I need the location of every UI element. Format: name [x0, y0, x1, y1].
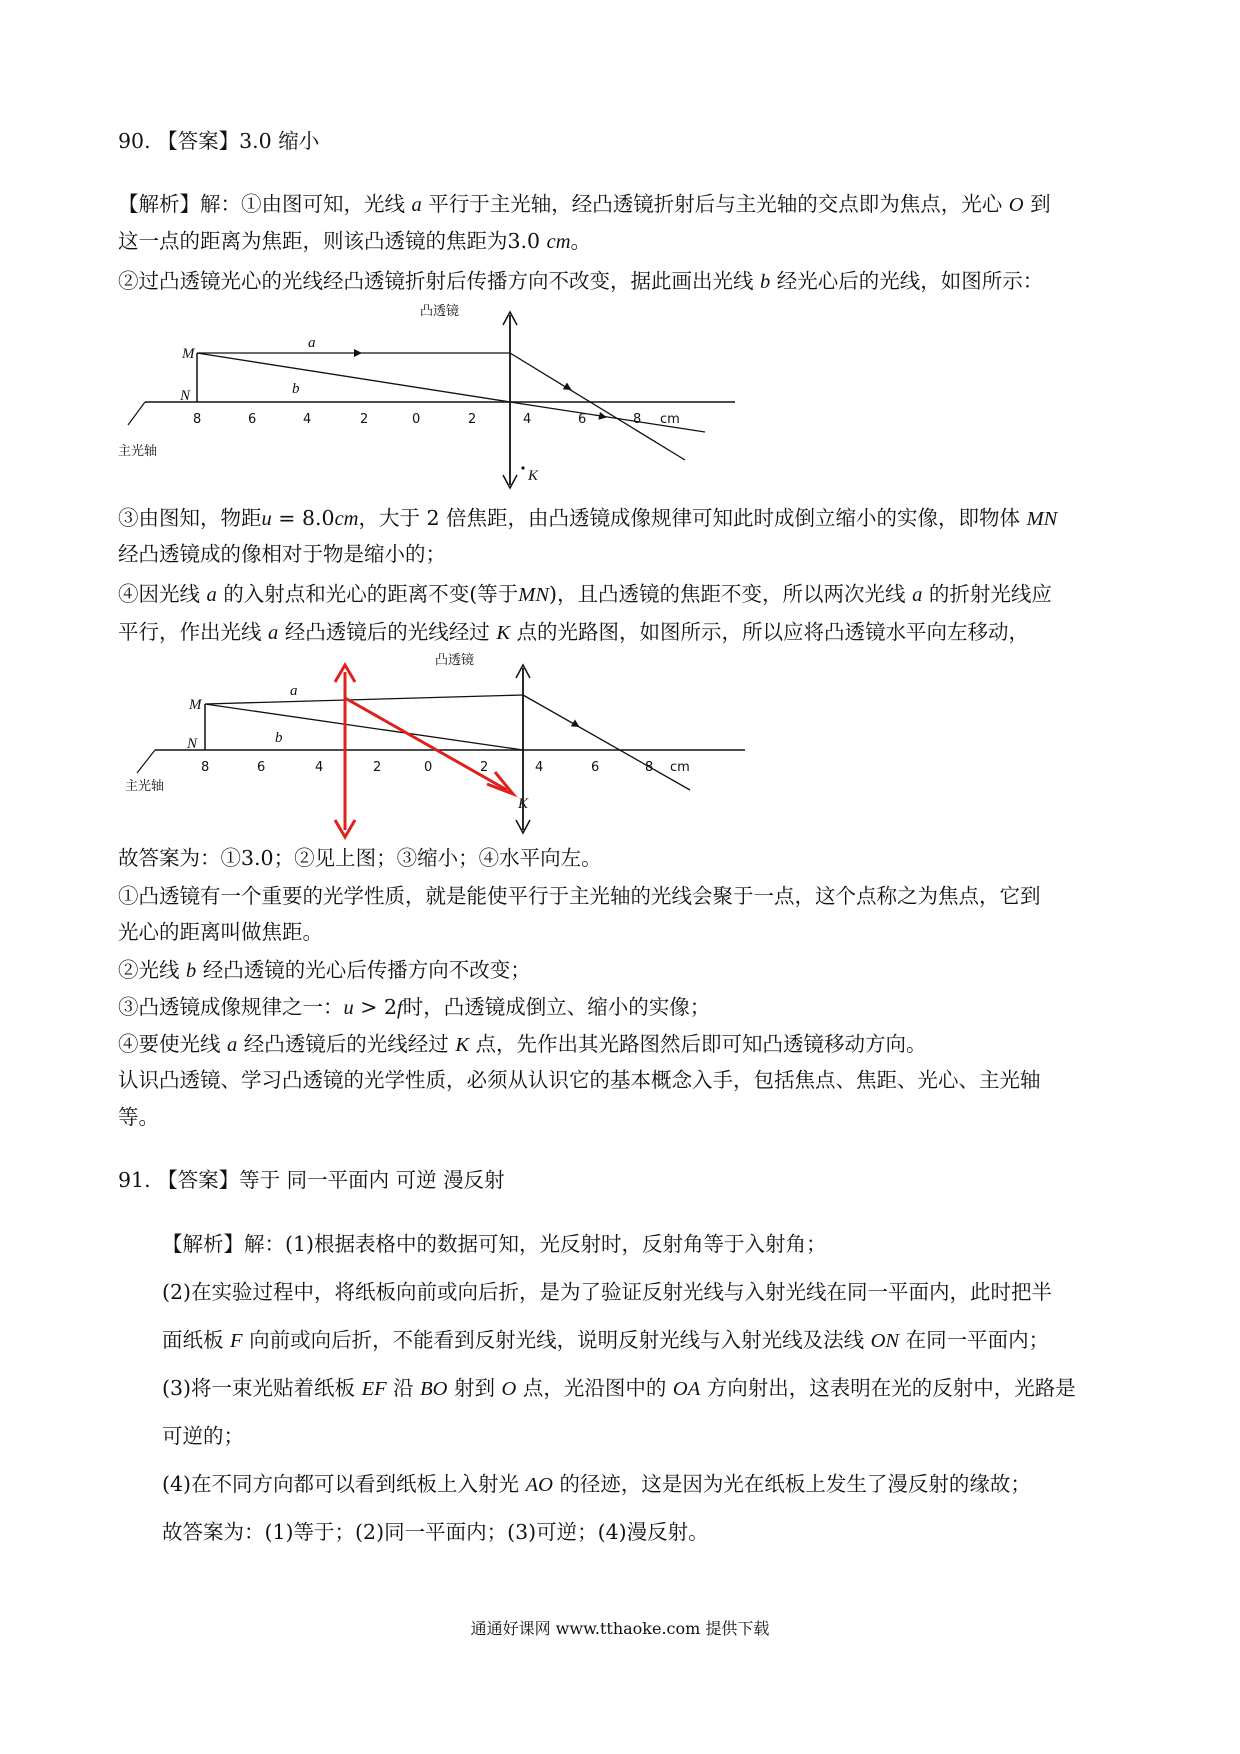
ray-a-incident — [205, 695, 523, 704]
text-segment: 在同一平面内； — [899, 1328, 1050, 1352]
tick-label: 2 — [360, 412, 369, 427]
tick-label: 8 — [633, 412, 642, 427]
tick-label: 6 — [248, 412, 257, 427]
axis-pointer — [137, 750, 155, 773]
var-ON: ON — [870, 1330, 900, 1352]
tick-label: 8 — [201, 760, 210, 775]
text-segment: 面纸板 — [162, 1328, 231, 1352]
tick-label: 0 — [424, 760, 433, 775]
text-segment: > 2 — [353, 995, 398, 1019]
var-O: O — [1008, 194, 1024, 216]
var-f: f — [397, 997, 403, 1019]
q90-analysis-line3 — [118, 267, 1043, 296]
text-segment: ④要使光线 — [118, 1032, 228, 1056]
axis-ticks — [193, 412, 680, 427]
q90-step4-line2 — [118, 618, 1029, 647]
var-BO: BO — [420, 1378, 448, 1400]
text-segment: 点，光沿图中的 — [516, 1376, 673, 1400]
red-ray-arrow — [487, 772, 513, 794]
text-segment: ②过凸透镜光心的光线经凸透镜折射后传播方向不改变，据此画出光线 — [118, 269, 761, 293]
var-u: u — [261, 508, 272, 530]
tick-label: 6 — [257, 760, 266, 775]
var-OA: OA — [672, 1378, 701, 1400]
text-segment: 平行于主光轴，经凸透镜折射后与主光轴的交点即为焦点，光心 — [421, 192, 1009, 216]
label-a: a — [308, 335, 316, 351]
q91-analysis-6 — [162, 1470, 1031, 1499]
axis-pointer — [128, 402, 145, 425]
text-segment: 【解析】解：①由图可知，光线 — [118, 192, 412, 216]
q91-analysis-3 — [162, 1326, 1049, 1355]
lens-label: 凸透镜 — [435, 653, 475, 668]
text-segment: = 8.0 — [271, 506, 335, 530]
var-u: u — [343, 997, 354, 1019]
label-N: N — [180, 388, 191, 404]
ray-b-incident — [197, 353, 510, 402]
label-b: b — [275, 730, 283, 746]
tick-label: 2 — [468, 412, 477, 427]
var-a: a — [268, 622, 279, 644]
text-segment: 方向射出，这表明在光的反射中，光路是 — [700, 1376, 1076, 1400]
var-F: F — [230, 1330, 243, 1352]
ray-b-incident — [205, 704, 523, 750]
q90-answer-line: 90. 【答案】3.0 缩小 — [118, 129, 320, 153]
text-segment: ②光线 — [118, 958, 187, 982]
tick-label: 4 — [535, 760, 544, 775]
page-footer: 通通好课网 www.tthaoke.com 提供下载 — [470, 1619, 770, 1638]
q90-note3 — [118, 993, 710, 1022]
text-segment: 。 — [570, 229, 592, 253]
text-segment: 的入射点和光心的距离不变(等于 — [216, 582, 519, 606]
tick-label: 4 — [303, 412, 312, 427]
tick-label: 8 — [193, 412, 202, 427]
q91-analysis-5: 可逆的； — [162, 1424, 244, 1448]
q90-answer-summary: 故答案为：①3.0；②见上图；③缩小；④水平向左。 — [118, 846, 602, 870]
q91-analysis-2: (2)在实验过程中，将纸板向前或向后折，是为了验证反射光线与入射光线在同一平面内，此时把半 — [162, 1280, 1053, 1304]
var-a: a — [411, 194, 422, 216]
q90-step3-line1 — [118, 504, 1057, 533]
text-segment: 这一点的距离为焦距，则该凸透镜的焦距为3.0 — [118, 229, 547, 253]
text-segment: 经凸透镜的光心后传播方向不改变； — [196, 958, 531, 982]
text-segment: 时，凸透镜成倒立、缩小的实像； — [402, 995, 711, 1019]
var-O: O — [501, 1378, 517, 1400]
var-a: a — [206, 584, 217, 606]
q90-note1b: 光心的距离叫做焦距。 — [118, 920, 323, 944]
ray-a-refracted — [523, 695, 690, 790]
q90-note4 — [118, 1030, 927, 1059]
var-a: a — [227, 1034, 238, 1056]
var-EF: EF — [361, 1378, 387, 1400]
q90-note1a: ①凸透镜有一个重要的光学性质，就是能使平行于主光轴的光线会聚于一点，这个点称之为焦点，它到 — [118, 884, 1041, 908]
tick-label: 4 — [315, 760, 324, 775]
text-segment: ，大于 2 倍焦距，由凸透镜成像规律可知此时成倒立缩小的实像，即物体 — [358, 506, 1027, 530]
var-K: K — [455, 1034, 470, 1056]
text-segment: 到 — [1023, 192, 1051, 216]
var-AO: AO — [525, 1474, 553, 1496]
text-segment: (4)在不同方向都可以看到纸板上入射光 — [162, 1472, 526, 1496]
q91-analysis-4 — [162, 1374, 1076, 1403]
tick-label: 2 — [480, 760, 489, 775]
var-K: K — [496, 622, 511, 644]
text-segment: 点，先作出其光路图然后即可知凸透镜移动方向。 — [469, 1032, 927, 1056]
tick-label: 8 — [645, 760, 654, 775]
text-segment: 经凸透镜后的光线经过 — [278, 620, 497, 644]
q91-analysis-1: 【解析】解：(1)根据表格中的数据可知，光反射时，反射角等于入射角； — [162, 1232, 827, 1256]
label-M: M — [182, 346, 195, 362]
q90-note5b: 等。 — [118, 1105, 159, 1129]
text-segment: 的径迹，这是因为光在纸板上发生了漫反射的缘故； — [552, 1472, 1031, 1496]
var-MN: MN — [1026, 508, 1058, 530]
label-K: K — [518, 796, 529, 812]
q91-answer-line: 91. 【答案】等于 同一平面内 可逆 漫反射 — [118, 1168, 505, 1192]
text-segment: (3)将一束光贴着纸板 — [162, 1376, 362, 1400]
q90-analysis-line2 — [118, 227, 591, 256]
text-segment: )，且凸透镜的焦距不变，所以两次光线 — [549, 582, 913, 606]
var-b: b — [760, 271, 771, 293]
text-segment: 的折射光线应 — [922, 582, 1052, 606]
var-MN: MN — [518, 584, 550, 606]
q90-note5a: 认识凸透镜、学习凸透镜的光学性质，必须从认识它的基本概念入手，包括焦点、焦距、光心、主光轴 — [118, 1068, 1041, 1092]
q90-analysis-line1 — [118, 190, 1051, 219]
q90-step4-line1 — [118, 580, 1052, 609]
unit-cm: cm — [546, 231, 571, 253]
label-a: a — [290, 683, 298, 699]
axis-label: 主光轴 — [125, 779, 165, 794]
point-K — [521, 466, 524, 469]
q90-step3-line2: 经凸透镜成的像相对于物是缩小的； — [118, 542, 446, 566]
axis-label: 主光轴 — [118, 444, 158, 459]
label-M: M — [189, 697, 202, 713]
tick-label: 6 — [578, 412, 587, 427]
unit-label: cm — [670, 760, 690, 775]
text-segment: 经凸透镜后的光线经过 — [237, 1032, 456, 1056]
q91-answer-summary: 故答案为：(1)等于；(2)同一平面内；(3)可逆；(4)漫反射。 — [162, 1520, 709, 1544]
text-segment: 沿 — [386, 1376, 421, 1400]
text-segment: 向前或向后折，不能看到反射光线，说明反射光线与入射光线及法线 — [242, 1328, 871, 1352]
var-b: b — [186, 960, 197, 982]
tick-label: 6 — [591, 760, 600, 775]
q90-note2 — [118, 956, 531, 985]
text-segment: ③凸透镜成像规律之一： — [118, 995, 344, 1019]
axis-ticks — [201, 760, 690, 775]
text-segment: 点的光路图，如图所示，所以应将凸透镜水平向左移动， — [510, 620, 1030, 644]
label-N: N — [187, 736, 198, 752]
tick-label: 4 — [523, 412, 532, 427]
lens-label: 凸透镜 — [420, 304, 460, 319]
text-segment: ③由图知，物距 — [118, 506, 262, 530]
text-segment: 射到 — [447, 1376, 502, 1400]
label-b: b — [292, 381, 300, 397]
lens-diagram-1 — [110, 300, 750, 500]
var-a: a — [912, 584, 923, 606]
unit-label: cm — [660, 412, 680, 427]
label-K: K — [528, 468, 539, 484]
tick-label: 2 — [373, 760, 382, 775]
lens-diagram-2 — [115, 650, 775, 840]
text-segment: ④因光线 — [118, 582, 207, 606]
text-segment: 经光心后的光线，如图所示： — [770, 269, 1044, 293]
text-segment: 平行，作出光线 — [118, 620, 269, 644]
unit-cm: cm — [334, 508, 359, 530]
tick-label: 0 — [412, 412, 421, 427]
